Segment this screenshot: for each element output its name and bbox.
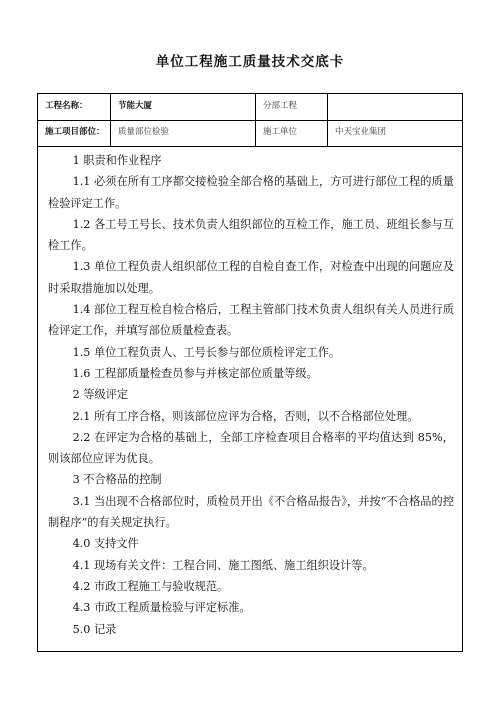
project-name-value: 节能大厦 bbox=[111, 94, 256, 120]
content-paragraph: 3.1 当出现不合格部位时，质检员开出《不合格品报告》，并按“不合格品的控制程序”的有关规定执行。 bbox=[48, 494, 454, 530]
contractor-value: 中天宝业集团 bbox=[335, 127, 387, 137]
content-paragraph: 4.2 市政工程施工与验收规范。 bbox=[72, 579, 229, 593]
content-paragraph: 4.1 现场有关文件：工程合同、施工图纸、施工组织设计等。 bbox=[72, 558, 374, 572]
content-paragraph: 2.2 在评定为合格的基础上，全部工序检查项目合格率的平均值达到 85%，则该部位应评为优良。 bbox=[48, 430, 454, 466]
content-paragraph: 3 不合格品的控制 bbox=[72, 473, 162, 487]
content-paragraph: 1.2 各工号工号长、技术负责人组织部位的互检工作，施工员、班组长参与互检工作。 bbox=[48, 217, 454, 253]
header-row-location bbox=[38, 120, 462, 147]
construction-part-label: 施工项目部位： bbox=[38, 120, 111, 146]
content-paragraph: 4.0 支持文件 bbox=[72, 537, 139, 551]
sub-project-label: 分部工程 bbox=[256, 94, 328, 120]
content-paragraph: 1.1 必须在所有工序都交接检验全部合格的基础上，方可进行部位工程的质量检验评定工作。 bbox=[48, 175, 454, 210]
header-row-project bbox=[38, 94, 462, 121]
content-paragraph: 5.0 记录 bbox=[72, 622, 117, 636]
content-paragraph: 1 职责和作业程序 bbox=[72, 154, 162, 167]
content-paragraph: 2 等级评定 bbox=[72, 388, 129, 402]
project-name-label: 工程名称： bbox=[38, 94, 111, 120]
content-paragraph: 4.3 市政工程质量检验与评定标准。 bbox=[72, 601, 251, 615]
content-paragraph: 1.5 单位工程负责人、工号长参与部位质检评定工作。 bbox=[72, 345, 341, 359]
disclosure-card bbox=[37, 93, 463, 652]
construction-part-value: 质量部位检验 bbox=[111, 120, 256, 146]
sub-project-value bbox=[328, 94, 462, 120]
content-paragraph: 2.1 所有工序合格，则该部位应评为合格，否则，以不合格部位处理。 bbox=[72, 409, 419, 423]
disclosure-content bbox=[38, 146, 462, 640]
contractor-label: 施工单位 bbox=[256, 120, 328, 146]
content-paragraph: 1.6 工程部质量检查员参与并核定部位质量等级。 bbox=[72, 366, 318, 380]
content-paragraph: 1.4 部位工程互检自检合格后，工程主管部门技术负责人组织有关人员进行质检评定工作，并填写部位质量检查表。 bbox=[48, 303, 454, 338]
content-paragraph: 1.3 单位工程负责人组织部位工程的自检自查工作，对检查中出现的问题应及时采取措施加以处理。 bbox=[48, 260, 454, 295]
document-title: 单位工程施工质量技术交底卡 bbox=[155, 54, 345, 70]
